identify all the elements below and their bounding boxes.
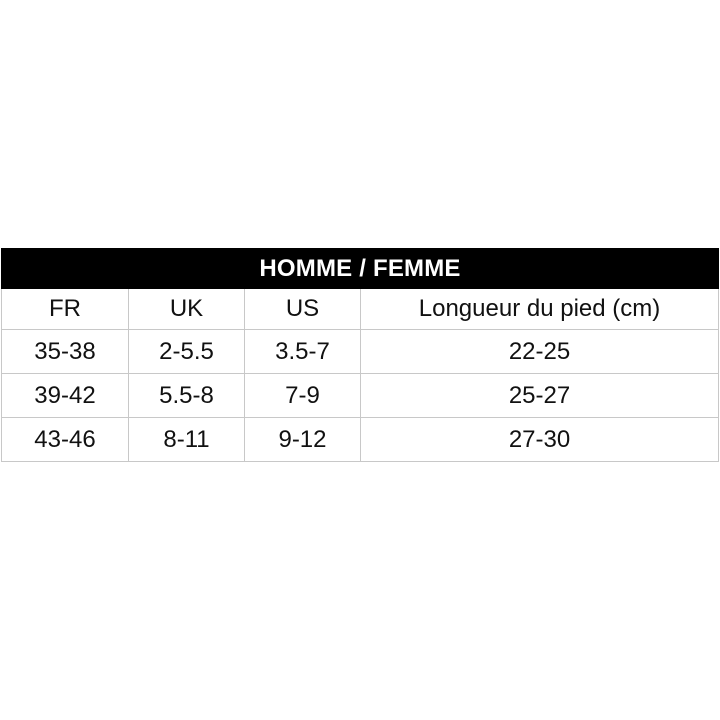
cell-uk: 2-5.5 xyxy=(129,330,245,374)
cell-us: 7-9 xyxy=(245,374,361,418)
column-header-fr: FR xyxy=(2,289,129,330)
cell-fr: 39-42 xyxy=(2,374,129,418)
table-row xyxy=(2,330,719,374)
cell-uk: 8-11 xyxy=(129,418,245,462)
cell-foot-length: 25-27 xyxy=(361,374,719,418)
size-chart-table xyxy=(1,248,719,462)
cell-us: 3.5-7 xyxy=(245,330,361,374)
column-header-row xyxy=(2,289,719,330)
cell-uk: 5.5-8 xyxy=(129,374,245,418)
table-row xyxy=(2,374,719,418)
column-header-us: US xyxy=(245,289,361,330)
cell-fr: 43-46 xyxy=(2,418,129,462)
column-header-uk: UK xyxy=(129,289,245,330)
column-header-foot-length: Longueur du pied (cm) xyxy=(361,289,719,330)
cell-us: 9-12 xyxy=(245,418,361,462)
cell-foot-length: 22-25 xyxy=(361,330,719,374)
table-title: HOMME / FEMME xyxy=(2,249,719,289)
cell-foot-length: 27-30 xyxy=(361,418,719,462)
cell-fr: 35-38 xyxy=(2,330,129,374)
title-row xyxy=(2,249,719,289)
table-row xyxy=(2,418,719,462)
